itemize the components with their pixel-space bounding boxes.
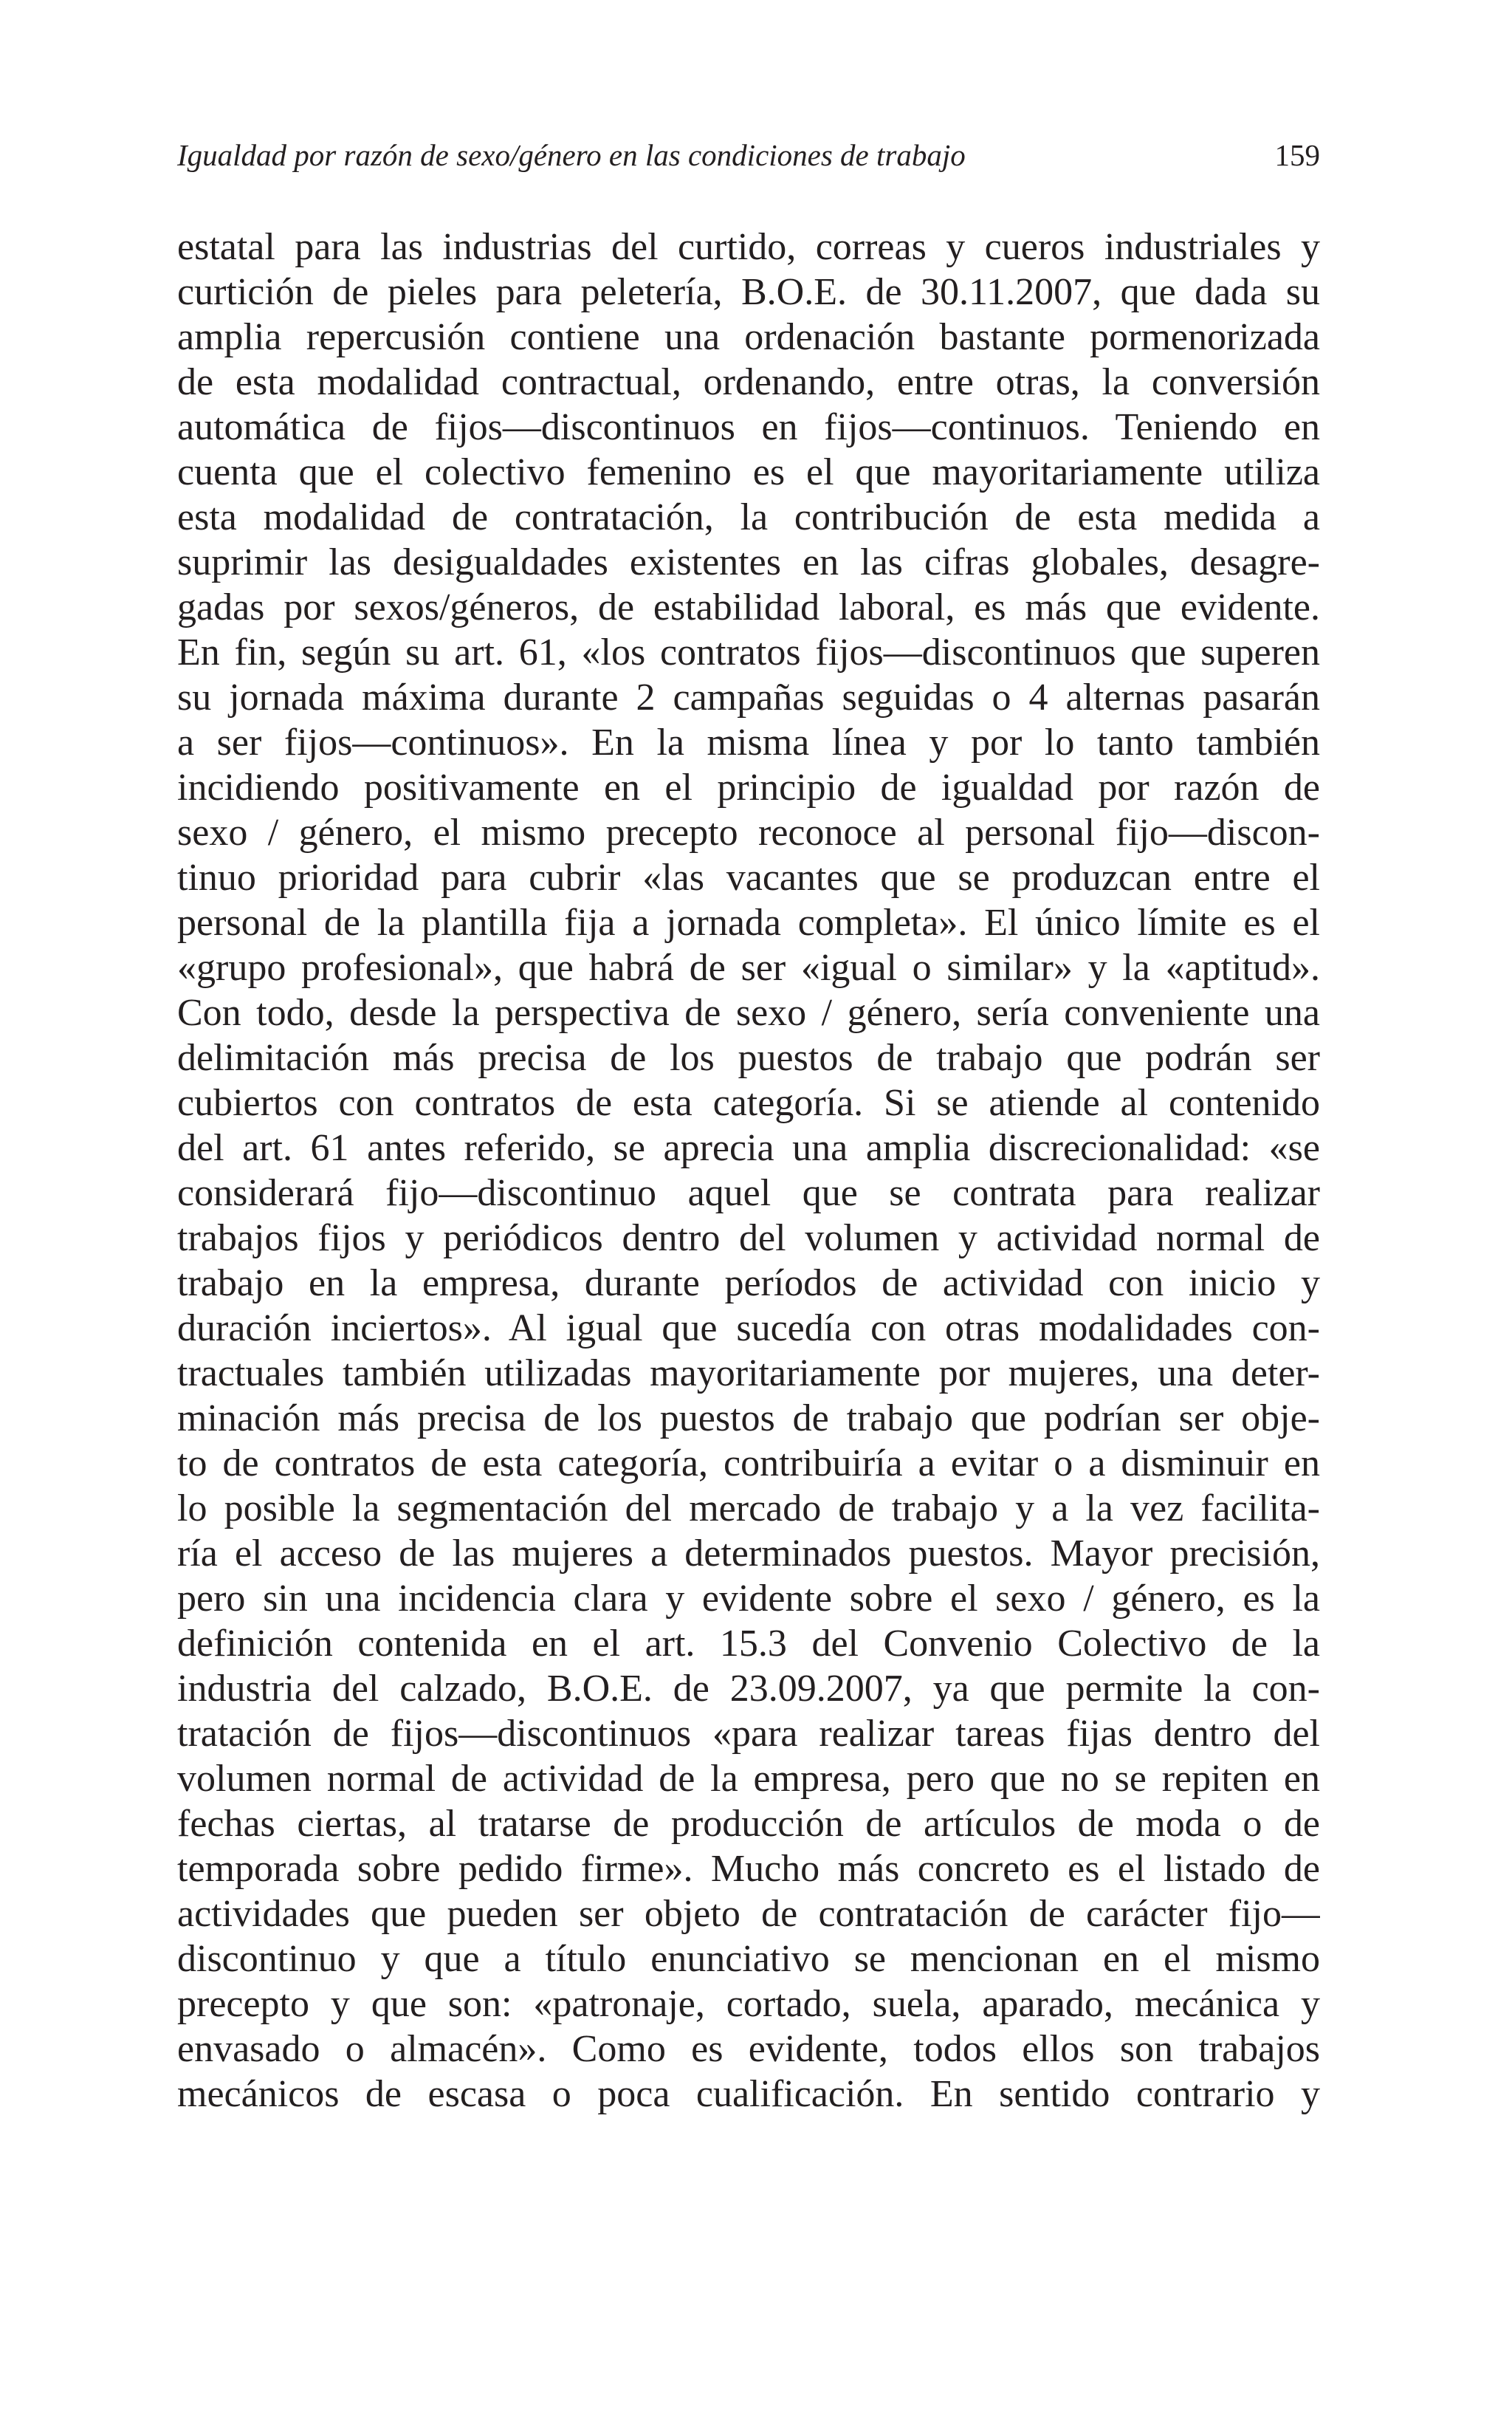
text-line: a ser fijos—continuos». En la misma línea y por lo tanto también — [177, 722, 1320, 764]
text-line: definición contenida en el art. 15.3 del Convenio Colectivo de la — [177, 1623, 1320, 1665]
text-line: cubiertos con contratos de esta categoría. Si se atiende al contenido — [177, 1082, 1320, 1124]
text-line: lo posible la segmentación del mercado de trabajo y a la vez facilita- — [177, 1487, 1320, 1529]
text-line: trabajo en la empresa, durante períodos de actividad con inicio y — [177, 1262, 1320, 1304]
book-page — [177, 111, 1320, 2115]
text-line: suprimir las desigualdades existentes en las cifras globales, desagre- — [177, 541, 1320, 583]
text-line: trabajos fijos y periódicos dentro del volumen y actividad normal de — [177, 1217, 1320, 1259]
text-line: estatal para las industrias del curtido, correas y cueros industriales y — [177, 226, 1320, 268]
text-line: tractuales también utilizadas mayoritariamente por mujeres, una deter- — [177, 1352, 1320, 1394]
page-number: 159 — [1274, 138, 1320, 172]
text-line: incidiendo positivamente en el principio de igualdad por razón de — [177, 767, 1320, 809]
text-line: considerará fijo—discontinuo aquel que se contrata para realizar — [177, 1172, 1320, 1214]
text-line: fechas ciertas, al tratarse de producción de artículos de moda o de — [177, 1803, 1320, 1845]
running-title: Igualdad por razón de sexo/género en las condiciones de trabajo — [177, 138, 966, 172]
text-line: personal de la plantilla fija a jornada completa». El único límite es el — [177, 902, 1320, 944]
running-header — [177, 111, 1320, 185]
text-line: delimitación más precisa de los puestos de trabajo que podrán ser — [177, 1037, 1320, 1079]
text-line: curtición de pieles para peletería, B.O.E. de 30.11.2007, que dada su — [177, 271, 1320, 313]
text-line: discontinuo y que a título enunciativo se mencionan en el mismo — [177, 1938, 1320, 1980]
text-line: envasado o almacén». Como es evidente, todos ellos son trabajos — [177, 2028, 1320, 2070]
text-line: amplia repercusión contiene una ordenación bastante pormenorizada — [177, 316, 1320, 358]
text-line: Con todo, desde la perspectiva de sexo / género, sería conveniente una — [177, 992, 1320, 1034]
text-line: sexo / género, el mismo precepto reconoce al personal fijo—discon- — [177, 812, 1320, 854]
text-line: tratación de fijos—discontinuos «para realizar tareas fijas dentro del — [177, 1713, 1320, 1755]
body-paragraph — [177, 225, 1320, 2117]
text-line: duración inciertos». Al igual que sucedía con otras modalidades con- — [177, 1307, 1320, 1349]
text-line: su jornada máxima durante 2 campañas seguidas o 4 alternas pasarán — [177, 676, 1320, 719]
text-line: volumen normal de actividad de la empresa, pero que no se repiten en — [177, 1758, 1320, 1800]
text-line: temporada sobre pedido firme». Mucho más concreto es el listado de — [177, 1848, 1320, 1890]
text-line: industria del calzado, B.O.E. de 23.09.2007, ya que permite la con- — [177, 1668, 1320, 1710]
text-line: En fin, según su art. 61, «los contratos fijos—discontinuos que superen — [177, 631, 1320, 674]
text-line: gadas por sexos/géneros, de estabilidad laboral, es más que evidente. — [177, 586, 1320, 628]
text-line: «grupo profesional», que habrá de ser «igual o similar» y la «aptitud». — [177, 947, 1320, 989]
text-line: to de contratos de esta categoría, contribuiría a evitar o a disminuir en — [177, 1442, 1320, 1484]
text-line: del art. 61 antes referido, se aprecia una amplia discrecionalidad: «se — [177, 1127, 1320, 1169]
text-line: tinuo prioridad para cubrir «las vacantes que se produzcan entre el — [177, 857, 1320, 899]
text-line: esta modalidad de contratación, la contribución de esta medida a — [177, 496, 1320, 538]
text-line: de esta modalidad contractual, ordenando, entre otras, la conversión — [177, 361, 1320, 403]
text-line: ría el acceso de las mujeres a determinados puestos. Mayor precisión, — [177, 1532, 1320, 1575]
text-line: precepto y que son: «patronaje, cortado, suela, aparado, mecánica y — [177, 1983, 1320, 2025]
text-line: pero sin una incidencia clara y evidente sobre el sexo / género, es la — [177, 1577, 1320, 1620]
text-line: actividades que pueden ser objeto de contratación de carácter fijo— — [177, 1893, 1320, 1935]
text-line: cuenta que el colectivo femenino es el que mayoritariamente utiliza — [177, 451, 1320, 493]
text-line: mecánicos de escasa o poca cualificación. En sentido contrario y — [177, 2073, 1320, 2115]
text-line: minación más precisa de los puestos de trabajo que podrían ser obje- — [177, 1397, 1320, 1439]
text-line: automática de fijos—discontinuos en fijos—continuos. Teniendo en — [177, 406, 1320, 448]
